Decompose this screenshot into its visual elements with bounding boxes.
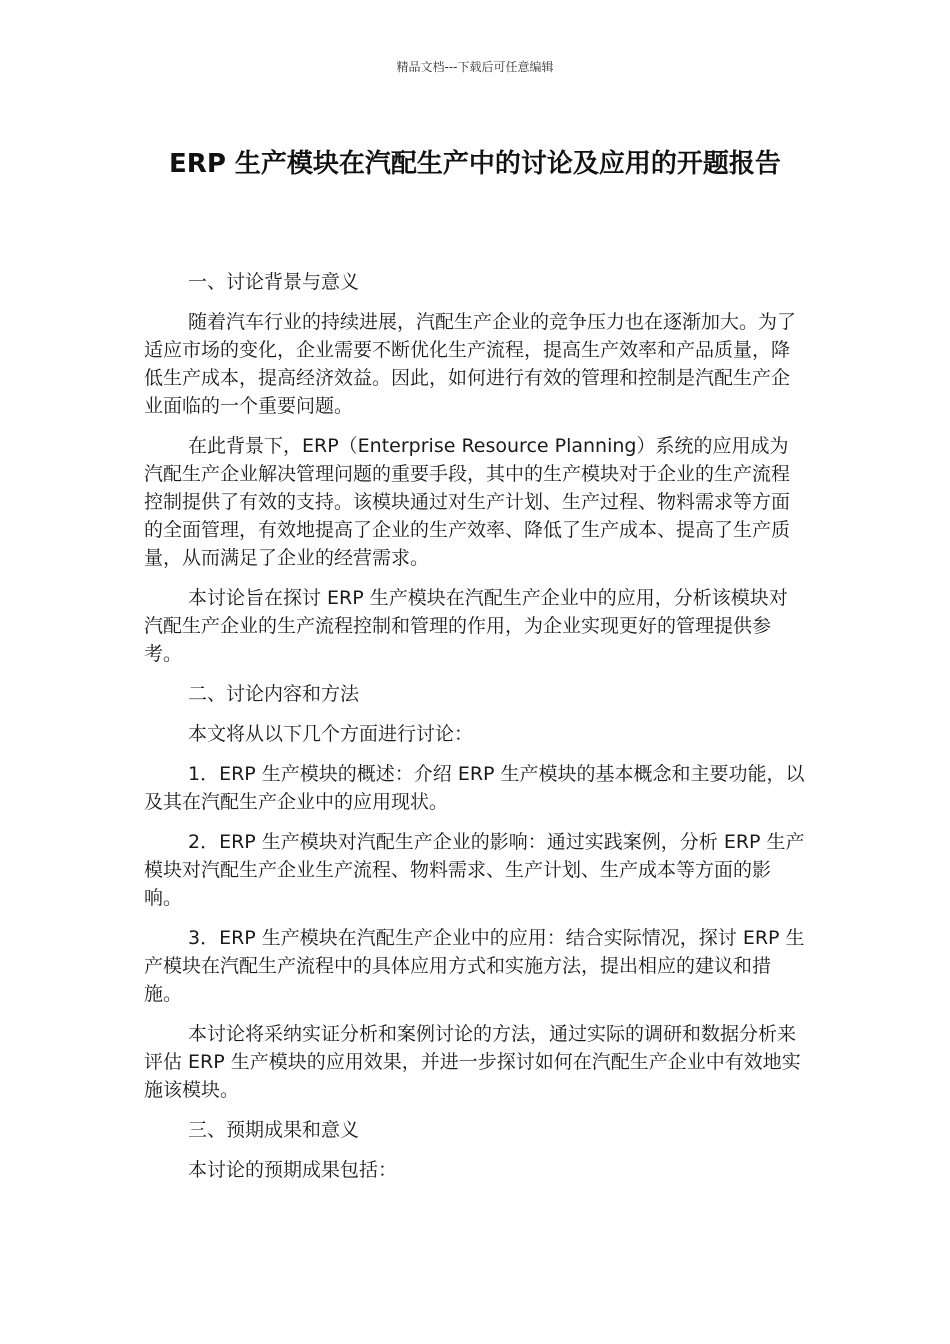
paragraph: 在此背景下，ERP（Enterprise Resource Planning）系统的应用成为汽配生产企业解决管理问题的重要手段，其中的生产模块对于企业的生产流程控制提供了有效的支持。该模块通过对生产计划、生产过程、物料需求等方面的全面管理，有效地提高了企业的生产效率、降低了生产成本、提高了生产质量，从而满足了企业的经营需求。: [144, 435, 791, 569]
paragraph: 本讨论旨在探讨 ERP 生产模块在汽配生产企业中的应用，分析该模块对汽配生产企业的生产流程控制和管理的作用，为企业实现更好的管理提供参考。: [144, 587, 788, 665]
section-heading-1: 一、讨论背景与意义: [188, 271, 360, 293]
list-item: 2．ERP 生产模块对汽配生产企业的影响：通过实践案例，分析 ERP 生产模块对汽配生产企业生产流程、物料需求、生产计划、生产成本等方面的影响。: [144, 831, 805, 909]
list-item: 1．ERP 生产模块的概述：介绍 ERP 生产模块的基本概念和主要功能，以及其在汽配生产企业中的应用现状。: [144, 763, 805, 813]
paragraph: 本文将从以下几个方面进行讨论：: [188, 723, 474, 745]
page-header: 精品文档---下载后可任意编辑: [396, 60, 554, 74]
document-title: ERP 生产模块在汽配生产中的讨论及应用的开题报告: [169, 149, 781, 179]
paragraph: 本讨论将采纳实证分析和案例讨论的方法，通过实际的调研和数据分析来评估 ERP 生产模块的应用效果，并进一步探讨如何在汽配生产企业中有效地实施该模块。: [144, 1023, 801, 1101]
section-heading-3: 三、预期成果和意义: [188, 1119, 360, 1141]
list-item: 3．ERP 生产模块在汽配生产企业中的应用：结合实际情况，探讨 ERP 生产模块在汽配生产流程中的具体应用方式和实施方法，提出相应的建议和措施。: [144, 927, 805, 1005]
paragraph: 随着汽车行业的持续进展，汽配生产企业的竞争压力也在逐渐加大。为了适应市场的变化，企业需要不断优化生产流程，提高生产效率和产品质量，降低生产成本，提高经济效益。因此，如何进行有效的管理和控制是汽配生产企业面临的一个重要问题。: [144, 311, 797, 417]
document-body: [144, 268, 806, 1196]
section-heading-2: 二、讨论内容和方法: [188, 683, 360, 705]
paragraph: 本讨论的预期成果包括：: [188, 1159, 398, 1181]
